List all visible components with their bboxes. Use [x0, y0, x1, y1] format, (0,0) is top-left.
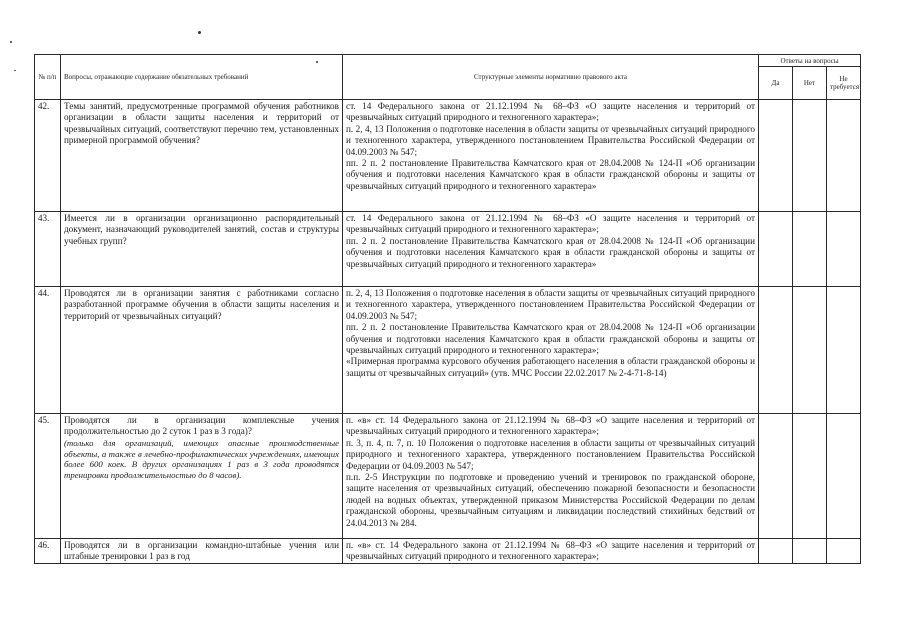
- scan-speck: [14, 70, 16, 71]
- reference-item: ст. 14 Федерального закона от 21.12.1994 № 68–ФЗ «О защите населения и территорий от чрезвычайных ситуаций природного и техногенного характера»;: [346, 101, 755, 123]
- answer-yes-cell[interactable]: [759, 212, 793, 287]
- reference-item: пп. 2 п. 2 постановление Правительства Камчатского края от 28.04.2008 № 124-П «Об организации обучения и подготовки населения Камчатского края в области гражданской обороны и защиты от чрезвычайных ситуаций природного и техногенного характера»: [346, 235, 755, 269]
- question-text: [61, 212, 343, 287]
- reference-cell: [343, 539, 759, 564]
- reference-cell: [343, 287, 759, 414]
- reference-item: п. 3, п. 4, п. 7, п. 10 Положения о подготовке населения в области защиты от чрезвычайных ситуаций природного и техногенного характера, утвержденного постановлением Правительства Российской Федерации от 04.09.2003 № 547;: [346, 437, 755, 471]
- reference-item: «Примерная программа курсового обучения работающего населения в области гражданской обороны и защиты от чрезвычайных ситуаций» (утв. МЧС России 22.02.2017 № 2-4-71-8-14): [346, 356, 755, 378]
- header-question: Вопросы, отражающие содержание обязательных требований: [61, 55, 343, 100]
- scan-speck: [10, 41, 12, 43]
- header-num: № п/п: [35, 55, 61, 100]
- question-main: Проводятся ли в организации комплексные учения продолжительностью до 2 суток 1 раз в 3 года)?: [64, 415, 339, 437]
- answer-na-cell[interactable]: [827, 212, 861, 287]
- header-answer-yes: Да: [759, 67, 793, 100]
- question-main: Имеется ли в организации организационно распорядительный документ, назначающий руководителей занятий, состав и структуры учебных групп?: [64, 213, 339, 246]
- header-answers: Ответы на вопросы: [759, 55, 861, 67]
- answer-na-cell[interactable]: [827, 414, 861, 539]
- table-row: [35, 212, 861, 287]
- answer-yes-cell[interactable]: [759, 287, 793, 414]
- row-number: 44.: [35, 287, 61, 414]
- question-text: [61, 414, 343, 539]
- answer-yes-cell[interactable]: [759, 539, 793, 564]
- scan-speck: [198, 31, 201, 34]
- header-answer-na: Не требуется: [827, 67, 861, 100]
- answer-yes-cell[interactable]: [759, 100, 793, 212]
- reference-item: пп. 2 п. 2 постановление Правительства Камчатского края от 28.04.2008 № 124-П «Об организации обучения и подготовки населения Камчатского края в области гражданской обороны и защиты от чрезвычайных ситуаций природного и техногенного характера»;: [346, 322, 755, 356]
- answer-no-cell[interactable]: [793, 212, 827, 287]
- answer-na-cell[interactable]: [827, 287, 861, 414]
- question-text: [61, 287, 343, 414]
- table-row: [35, 414, 861, 539]
- reference-item: ст. 14 Федерального закона от 21.12.1994 № 68–ФЗ «О защите населения и территорий от чрезвычайных ситуаций природного и техногенного характера»;: [346, 213, 755, 235]
- reference-item: п. 2, 4, 13 Положения о подготовке населения в области защиты от чрезвычайных ситуаций природного и техногенного характера, утвержденного постановлением Правительства Российской Федерации от 04.09.2003 № 547;: [346, 123, 755, 157]
- reference-item: п. 2, 4, 13 Положения о подготовке населения в области защиты от чрезвычайных ситуаций природного и техногенного характера, утвержденного постановлением Правительства Российской Федерации от 04.09.2003 № 547;: [346, 288, 755, 321]
- reference-cell: [343, 414, 759, 539]
- answer-no-cell[interactable]: [793, 287, 827, 414]
- answer-na-cell[interactable]: [827, 539, 861, 564]
- reference-item: п.п. 2-5 Инструкции по подготовке и проведению учений и тренировок по гражданской обороне, защите населения от чрезвычайных ситуаций, обеспечению пожарной безопасности и безопасности людей на водных объектах, утвержденной приказом Министерства Российской Федерации по делам гражданской обороны, чрезвычайным ситуациям и ликвидации последствий стихийных бедствий от 24.04.2013 № 284.: [346, 472, 755, 528]
- row-number: 43.: [35, 212, 61, 287]
- answer-no-cell[interactable]: [793, 414, 827, 539]
- question-main: Проводятся ли в организации занятия с работниками согласно разработанной программе обучения в области защиты населения и территорий от чрезвычайных ситуаций?: [64, 288, 339, 321]
- row-number: 45.: [35, 414, 61, 539]
- question-main: Проводятся ли в организации командно-штабные учения или штабные тренировки 1 раз в год: [64, 540, 339, 562]
- header-reference: Структурные элементы нормативно правового акта: [343, 55, 759, 100]
- table-row: [35, 100, 861, 212]
- question-text: [61, 100, 343, 212]
- row-number: 42.: [35, 100, 61, 212]
- answer-no-cell[interactable]: [793, 539, 827, 564]
- reference-cell: [343, 100, 759, 212]
- table-row: [35, 287, 861, 414]
- question-text: [61, 539, 343, 564]
- answer-yes-cell[interactable]: [759, 414, 793, 539]
- row-number: 46.: [35, 539, 61, 564]
- answer-no-cell[interactable]: [793, 100, 827, 212]
- header-answer-no: Нет: [793, 67, 827, 100]
- answer-na-cell[interactable]: [827, 100, 861, 212]
- reference-item: п. «в» ст. 14 Федерального закона от 21.12.1994 № 68–ФЗ «О защите населения и территорий от чрезвычайных ситуаций природного и техногенного характера»;: [346, 415, 755, 437]
- reference-item: пп. 2 п. 2 постановление Правительства Камчатского края от 28.04.2008 № 124-П «Об организации обучения и подготовки населения Камчатского края в области гражданской обороны и защиты от чрезвычайных ситуаций природного и техногенного характера»: [346, 158, 755, 191]
- reference-item: п. «в» ст. 14 Федерального закона от 21.12.1994 № 68–ФЗ «О защите населения и территорий от чрезвычайных ситуаций природного и техногенного характера»;: [346, 540, 755, 562]
- table-row: [35, 539, 861, 564]
- reference-cell: [343, 212, 759, 287]
- question-main: Темы занятий, предусмотренные программой обучения работников организации в области защиты населения и территорий от чрезвычайных ситуаций, соответствуют перечню тем, установленных примерной программой обучения?: [64, 101, 339, 146]
- requirements-checklist-table: [34, 54, 861, 564]
- question-note: (только для организаций, имеющих опасные производственные объекты, а также в лечебно-профилактических учреждениях, имеющих более 600 коек. В других организациях 1 раз в 3 года проводятся тренировки продолжительностью до 8 часов).: [64, 437, 339, 481]
